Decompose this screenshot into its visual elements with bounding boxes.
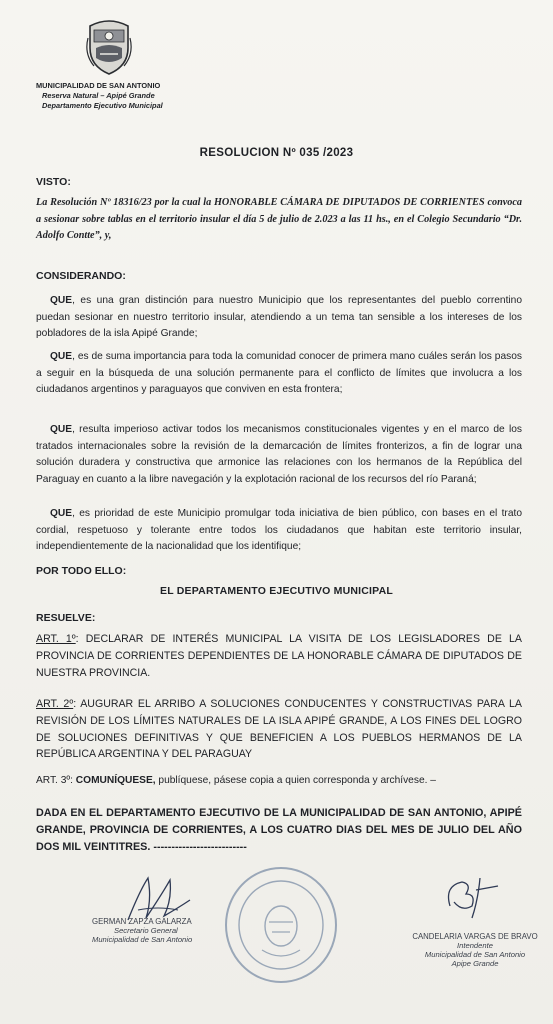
closing-statement: DADA EN EL DEPARTAMENTO EJECUTIVO DE LA MUNICIPALIDAD DE SAN ANTONIO, APIPÉ GRANDE, PROVINCIA DE CORRIENTES, A LOS CUATRO DIAS DEL MES DE JULIO DEL AÑO DOS MIL VEINTITRES. -------------------------- — [36, 807, 522, 853]
article-3-bold: COMUNÍQUESE, — [75, 775, 156, 786]
official-seal-stamp — [222, 864, 340, 986]
resuelve-label: RESUELVE: — [36, 612, 96, 624]
visto-label: VISTO: — [36, 176, 71, 188]
paragraph-text: , es una gran distinción para nuestro Municipio que los representantes del pueblo correntino puedan sesionar en nuestro territorio insular, atendiendo a un tema tan sensible a los intereses de los pobladores de la isla Apipé Grande; — [36, 295, 522, 339]
que-lead: QUE — [50, 295, 73, 306]
signature-left — [92, 917, 222, 944]
considerando-paragraph — [36, 349, 522, 399]
header-reserve: Reserva Natural – Apipé Grande — [42, 91, 155, 100]
article-text: : AUGURAR EL ARRIBO A SOLUCIONES CONDUCENTES Y CONSTRUCTIVAS PARA LA REVISIÓN DE LOS LÍMITES NATURALES DE LA ISLA APIPÉ GRANDE, A LOS FINES DEL LOGRO DE SOLUCIONES DEFINITIVAS Y QUE BENEFICIEN A LOS PUEBLOS HERMANOS DE LA REPÚBLICA ARGENTINA Y DEL PARAGUAY — [36, 698, 522, 761]
por-todo-label: POR TODO ELLO: — [36, 565, 127, 577]
article-number: ART. 3º: — [36, 775, 76, 786]
signer-name-right: CANDELARIA VARGAS DE BRAVO — [412, 932, 538, 941]
article-number: ART. 2º — [36, 698, 74, 710]
article-number: ART. 1º — [36, 633, 76, 645]
que-lead: QUE — [50, 424, 73, 435]
signer-name-left: GERMAN ZAPZA GALARZA — [92, 917, 192, 926]
article-text: : DECLARAR DE INTERÉS MUNICIPAL LA VISITA DE LOS LEGISLADORES DE LA PROVINCIA DE CORRIENTES DEPENDIENTES DE LA HONORABLE CÁMARA DE DIPUTADOS DE NUESTRA PROVINCIA. — [36, 633, 522, 679]
considerando-paragraph — [36, 422, 522, 488]
department-heading: EL DEPARTAMENTO EJECUTIVO MUNICIPAL — [160, 585, 393, 597]
header-municipality: MUNICIPALIDAD DE SAN ANTONIO — [36, 81, 161, 90]
visto-text: La Resolución Nº 18316/23 por la cual la HONORABLE CÁMARA DE DIPUTADOS DE CORRIENTES convoca a sesionar sobre tablas en el territorio insular el día 5 de julio de 2.023 a las 11 hs., en el Colegio Secundario “Dr. Adolfo Contte”, y, — [36, 197, 522, 241]
article-2 — [36, 696, 522, 763]
header-department: Departamento Ejecutivo Municipal — [42, 101, 163, 110]
article-text: publíquese, pásese copia a quien corresponda y archívese. – — [155, 775, 436, 786]
resolution-title: RESOLUCION Nº 035 /2023 — [199, 147, 354, 159]
article-3 — [36, 775, 526, 786]
considerando-paragraph — [36, 293, 522, 343]
paragraph-text: , resulta imperioso activar todos los mecanismos constitucionales vigentes y en el marco de los tratados internacionales sobre la revisión de la demarcación de límites fronterizos, a fin de lograr una solución duradera y constructiva que armonice las relaciones con los hermanos de la República del Paraguay en cuanto a la libre navegación y la explotación racional de los recursos del río Paraná; — [36, 424, 522, 485]
signature-scribble-right — [436, 872, 506, 924]
signer-role-right: Intendente — [457, 941, 493, 950]
signer-role-left: Secretario General — [114, 926, 178, 935]
municipal-crest-logo — [86, 18, 132, 76]
signer-place-right: Apipe Grande — [451, 959, 499, 968]
signer-org-right: Municipalidad de San Antonio — [424, 950, 526, 959]
que-lead: QUE — [50, 351, 73, 362]
considerando-paragraph — [36, 506, 522, 556]
paragraph-text: , es prioridad de este Municipio promulgar toda iniciativa de bien público, con bases en el trato cordial, respetuoso y tolerante entre todos los ciudadanos que habitan este territorio insular, independientemente de la nacionalidad que los identifique; — [36, 508, 522, 552]
signer-org-left: Municipalidad de San Antonio — [92, 935, 193, 944]
signature-right — [410, 932, 540, 968]
paragraph-text: , es de suma importancia para toda la comunidad conocer de primera mano cuáles serán los pasos a seguir en la búsqueda de una solución permanente para el conflicto de límites que involucra a los ciudadanos argentinos y paraguayos que conviven en esta frontera; — [36, 351, 522, 395]
considerando-label: CONSIDERANDO: — [36, 270, 126, 282]
article-1 — [36, 631, 522, 681]
que-lead: QUE — [50, 508, 73, 519]
